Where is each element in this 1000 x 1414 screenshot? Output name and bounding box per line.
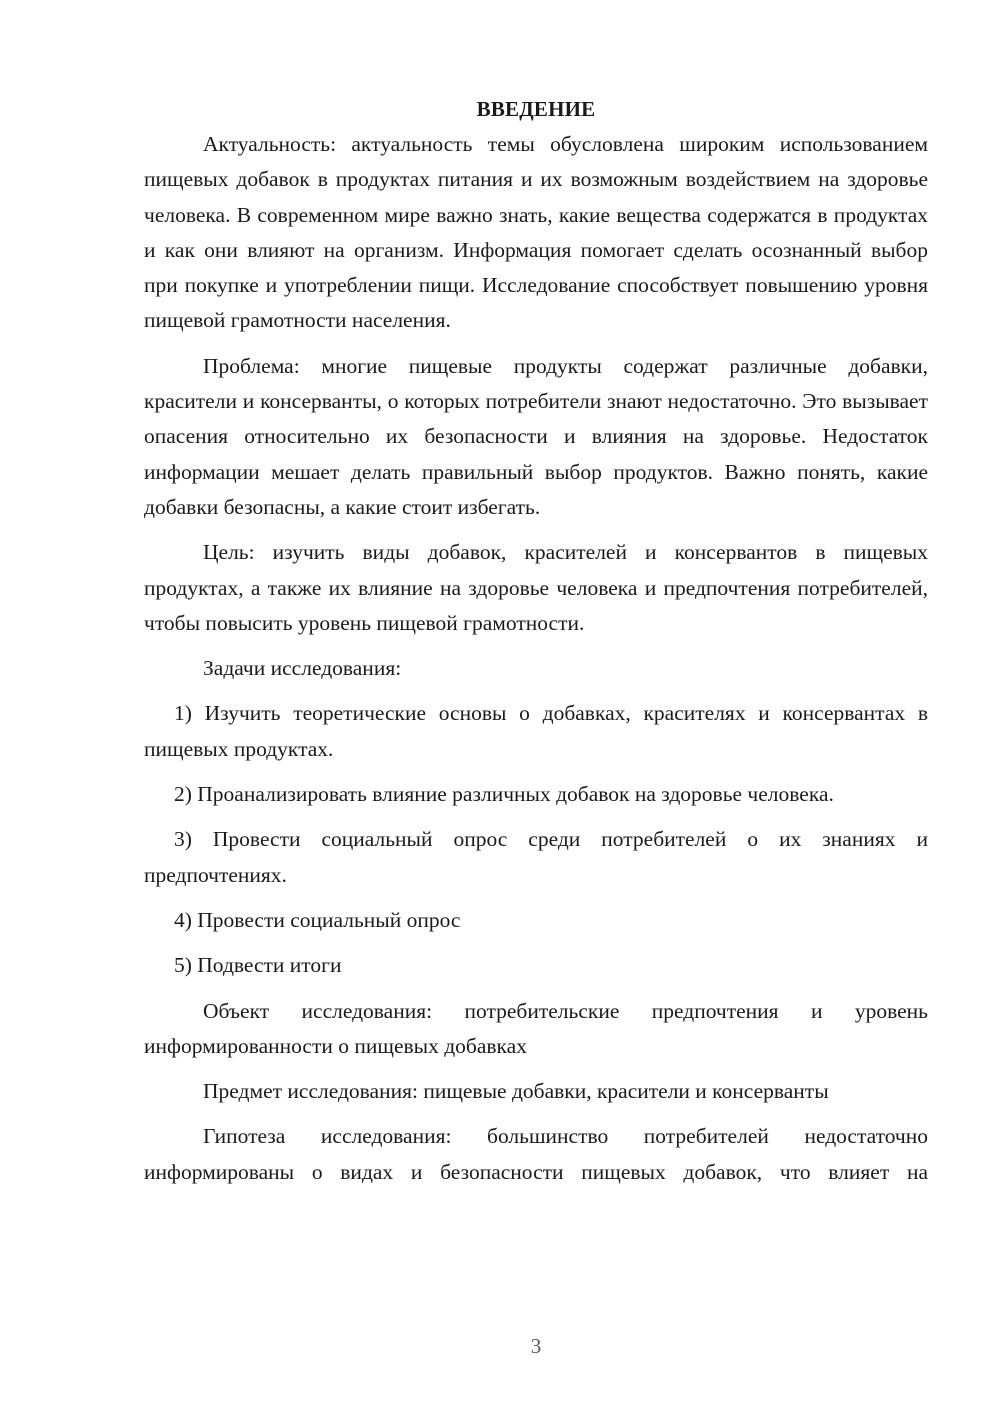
list-item: 2) Проанализировать влияние различных добавок на здоровье человека. xyxy=(174,782,834,807)
document-page xyxy=(144,92,928,1190)
list-item: 1) Изучить теоретические основы о добавках, красителях и консервантах в пищевых продуктах. xyxy=(144,701,928,761)
paragraph-problem: Проблема: многие пищевые продукты содержат различные добавки, красители и консерванты, о которых потребители знают недостаточно. Это вызывает опасения относительно их безопасности и влияния на здоровье. Недостаток информации мешает делать правильный выбор продуктов. Важно понять, какие добавки безопасны, а какие стоит избегать. xyxy=(144,353,928,519)
list-item: 4) Провести социальный опрос xyxy=(174,907,461,932)
page-number: 3 xyxy=(530,1334,542,1358)
list-item: 3) Провести социальный опрос среди потребителей о их знаниях и предпочтениях. xyxy=(144,827,928,887)
paragraph-hypothesis: Гипотеза исследования: большинство потребителей недостаточно информированы о видах и безопасности пищевых добавок, что влияет на xyxy=(144,1124,928,1184)
page-title: ВВЕДЕНИЕ xyxy=(476,97,596,121)
tasks-list xyxy=(144,696,928,983)
paragraph-relevance: Актуальность: актуальность темы обусловлена широким использованием пищевых добавок в продуктах питания и их возможным воздействием на здоровье человека. В современном мире важно знать, какие вещества содержатся в продуктах и как они влияют на организм. Информация помогает сделать осознанный выбор при покупке и употреблении пищи. Исследование способствует повышению уровня пищевой грамотности населения. xyxy=(144,132,928,333)
tasks-heading: Задачи исследования: xyxy=(203,656,402,681)
list-item: 5) Подвести итоги xyxy=(174,953,342,978)
paragraph-subject: Предмет исследования: пищевые добавки, красители и консерванты xyxy=(203,1079,829,1104)
paragraph-goal: Цель: изучить виды добавок, красителей и консервантов в пищевых продуктах, а также их влияние на здоровье человека и предпочтения потребителей, чтобы повысить уровень пищевой грамотности. xyxy=(144,540,928,635)
paragraph-object: Объект исследования: потребительские предпочтения и уровень информированности о пищевых добавках xyxy=(144,998,928,1058)
